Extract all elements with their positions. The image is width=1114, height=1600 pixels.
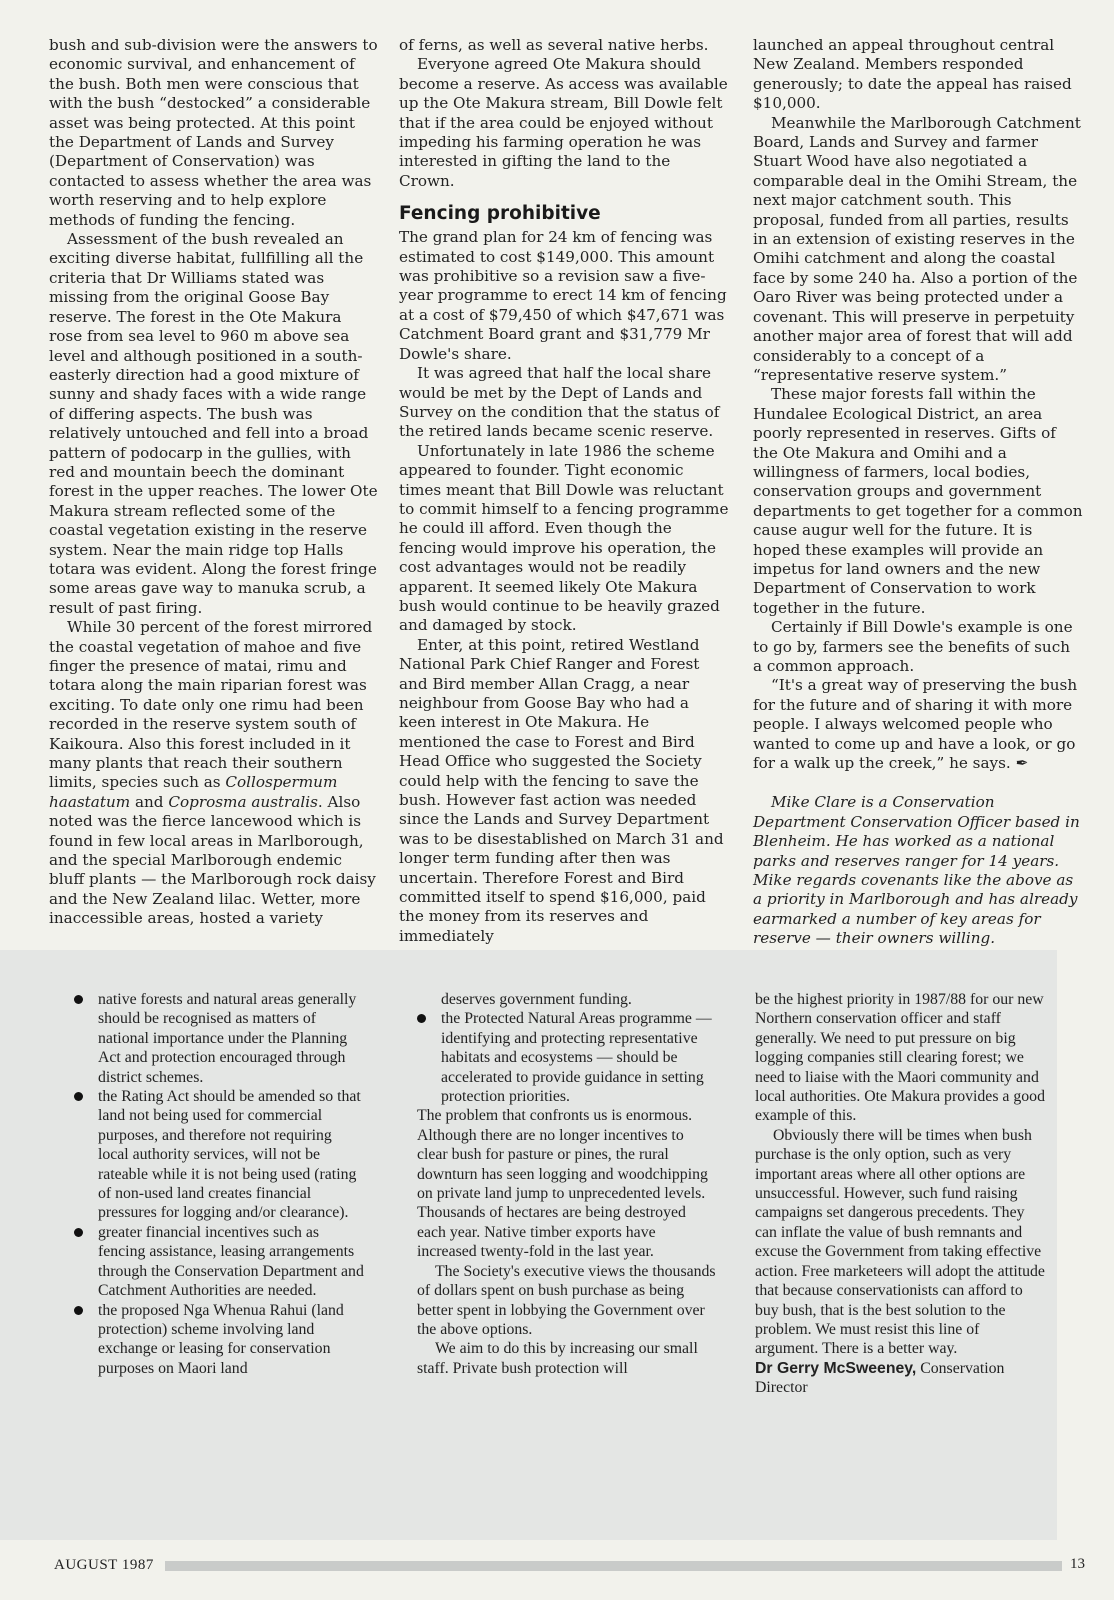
bullet-text: the proposed Nga Whenua Rahui (land protection) scheme involving land exchange or leasing for conservation purposes on Maori land [98, 1301, 344, 1377]
paragraph: be the highest priority in 1987/88 for our new Northern conservation officer and staff generally. We need to put pressure on big logging companies still clearing forest; we need to liaise with the Maori community and local authorities. Ote Makura provides a good example of this. [755, 991, 1045, 1125]
paragraph [49, 618, 379, 929]
bullet-dot-icon [74, 1228, 83, 1237]
sidebar-column-3 [755, 990, 1045, 1398]
bird-end-mark-icon: ✒ [1015, 754, 1029, 773]
species-name: Coprosma australis [168, 792, 318, 811]
paragraph: of ferns, as well as several native herbs. [399, 36, 709, 54]
quote-text: “It's a great way of preserving the bush for the future and of sharing it with more people. I always welcomed people who wanted to come up and have a look, or go for a walk up the creek,” he says. [753, 676, 1078, 773]
paragraph: Assessment of the bush revealed an exciting diverse habitat, fullfilling all the criteria that Dr Williams stated was missing from the original Goose Bay reserve. The forest in the Ote Makura rose from sea level to 960 m above sea level and although positioned in a south-easterly direction had a good mixture of sunny and shady faces with a wide range of differing aspects. The bush was relatively untouched and fell into a broad pattern of podocarp in the gullies, with red and mountain beech the dominant forest in the upper reaches. The lower Ote Makura stream reflected some of the coastal vegetation existing in the reserve system. Near the main ridge top Halls totara was evident. Along the forest fringe some areas gave way to manuka scrub, a result of past firing. [49, 230, 378, 617]
paragraph: Certainly if Bill Dowle's example is one to go by, farmers see the benefits of such a common approach. [753, 618, 1073, 675]
footer-rule [165, 1561, 1062, 1571]
paragraph: Enter, at this point, retired Westland National Park Chief Ranger and Forest and Bird member Allan Cragg, a near neighbour from Goose Bay who had a keen interest in Ote Makura. He mentioned the case to Forest and Bird Head Office who suggested the Society could help with the fencing to save the bush. However fast action was needed since the Lands and Survey Department was to be disestablished on March 31 and longer term funding after then was uncertain. Therefore Forest and Bird committed itself to spend $16,000, paid the money from its reserves and immediately [399, 635, 724, 945]
paragraph: We aim to do this by increasing our small staff. Private bush protection will [417, 1340, 698, 1377]
bullet-item [74, 990, 366, 1087]
paragraph: It was agreed that half the local share would be met by the Dept of Lands and Survey on the condition that the status of the retired lands became scenic reserve. [399, 364, 720, 441]
text-run: and [130, 792, 169, 811]
signature [755, 1359, 1045, 1398]
bullet-text: native forests and natural areas generally should be recognised as matters of national importance under the Planning Act and protection encouraged through district schemes. [98, 991, 357, 1086]
quote-paragraph [753, 676, 1083, 773]
paragraph: The Society's executive views the thousands of dollars spent on bush purchase as being better spent in lobbying the Government over the above options. [417, 1262, 716, 1338]
bullet-item [417, 1009, 717, 1106]
article-column-1 [49, 36, 379, 929]
article-column-3 [753, 36, 1083, 949]
signature-title: Conservation Director [755, 1359, 1005, 1397]
sidebar-box [0, 950, 1057, 1540]
paragraph: The problem that confronts us is enormous. Although there are no longer incentives to clear bush for pasture or pines, the rural downturn has seen logging and woodchipping on private land jump to unprecedented levels. Thousands of hectares are being destroyed each year. Native timber exports have increased twenty-fold in the last year. [417, 1107, 708, 1261]
sidebar-column-1 [74, 990, 366, 1378]
paragraph: Meanwhile the Marlborough Catchment Board, Lands and Survey and farmer Stuart Wood have also negotiated a comparable deal in the Omihi Stream, the next major catchment south. This proposal, funded from all parties, results in an extension of existing reserves in the Omihi catchment and along the coastal face by some 240 ha. Also a portion of the Oaro River was being protected under a covenant. This will preserve in perpetuity another major area of forest that will add considerably to a concept of a “representative reserve system.” [753, 113, 1081, 384]
page-footer [0, 1555, 1114, 1585]
paragraph: The grand plan for 24 km of fencing was estimated to cost $149,000. This amount was prohibitive so a revision saw a five-year programme to erect 14 km of fencing at a cost of $79,450 of which $47,671 was Catchment Board grant and $31,779 Mr Dowle's share. [399, 228, 727, 363]
paragraph: Obviously there will be times when bush purchase is the only option, such as very important areas where all other options are unsuccessful. However, such fund raising campaigns set dangerous precedents. They can inflate the value of bush remnants and excuse the Government from taking effective action. Free marketeers will adopt the attitude that because conservationists can afford to buy bush, that is the best solution to the problem. We must resist this line of argument. There is a better way. [755, 1126, 1045, 1358]
bullet-continuation: deserves government funding. [441, 991, 632, 1008]
paragraph: Unfortunately in late 1986 the scheme appeared to founder. Tight economic times meant that Bill Dowle was reluctant to commit himself to a fencing programme he could ill afford. Even though the fencing would improve his operation, the cost advantages would not be readily apparent. It seemed likely Ote Makura bush would continue to be heavily grazed and damaged by stock. [399, 441, 729, 635]
bullet-dot-icon [74, 1092, 83, 1101]
paragraph: Everyone agreed Ote Makura should become a reserve. As access was available up the Ote Makura stream, Bill Dowle felt that if the area could be enjoyed without impeding his farming operation he was interested in gifting the land to the Crown. [399, 55, 728, 190]
bullet-item [74, 1301, 366, 1379]
text-run: While 30 percent of the forest mirrored the coastal vegetation of mahoe and five finger the presence of matai, rimu and totara along the main riparian forest was exciting. To date only one rimu had been recorded in the reserve system south of Kaikoura. Also this forest included in it many plants that reach their southern limits, species such as [49, 618, 373, 792]
paragraph: launched an appeal throughout central New Zealand. Members responded generously; to date the appeal has raised $10,000. [753, 36, 1072, 113]
signature-name: Dr Gerry McSweeney, [755, 1359, 917, 1377]
text-run: . Also noted was the fierce lancewood which is found in few local areas in Marlborough, and the special Marlborough endemic bluff plants — the Marlborough rock daisy and the New Zealand lilac. Wetter, more inaccessible areas, hosted a variety [49, 792, 376, 928]
sidebar-column-2 [417, 990, 717, 1378]
bullet-text: the Rating Act should be amended so that land not being used for commercial purposes, and therefore not requiring local authority services, will not be rateable while it is not being used (rating of non-used land creates financial pressures for logging and/or clearance). [98, 1088, 361, 1222]
bullet-dot-icon [74, 995, 83, 1004]
bullet-item [74, 1087, 366, 1223]
subheading: Fencing prohibitive [399, 203, 601, 225]
page-number: 13 [1070, 1556, 1085, 1572]
issue-date: AUGUST 1987 [54, 1557, 154, 1573]
bullet-text: greater financial incentives such as fencing assistance, leasing arrangements through the Conservation Department and Catchment Authorities are needed. [98, 1223, 364, 1300]
author-bio: Mike Clare is a Conservation Department Conservation Officer based in Blenheim. He has worked as a national parks and reserves ranger for 14 years. Mike regards covenants like the above as a priority in Marlborough and has already earmarked a number of key areas for reserve — their owners willing. [753, 793, 1080, 948]
bullet-item [74, 1223, 366, 1301]
bullet-dot-icon [74, 1306, 83, 1315]
bullet-text: the Protected Natural Areas programme — identifying and protecting representative habitats and ecosystems — should be accelerated to provide guidance in setting protection priorities. [441, 1010, 712, 1106]
article-column-2 [399, 36, 729, 946]
species-name: Collospermum haastatum [49, 773, 338, 811]
paragraph: These major forests fall within the Hundalee Ecological District, an area poorly represented in reserves. Gifts of the Ote Makura and Omihi and a willingness of farmers, local bodies, conservation groups and government departments to get together for a common cause augur well for the future. It is hoped these examples will provide an impetus for land owners and the new Department of Conservation to work together in the future. [753, 385, 1083, 617]
bullet-dot-icon [417, 1014, 426, 1023]
paragraph: bush and sub-division were the answers to economic survival, and enhancement of the bush. Both men were conscious that with the bush “destocked” a considerable asset was being protected. At this point the Department of Lands and Survey (Department of Conservation) was contacted to assess whether the area was worth reserving and to help explore methods of funding the fencing. [49, 36, 378, 229]
